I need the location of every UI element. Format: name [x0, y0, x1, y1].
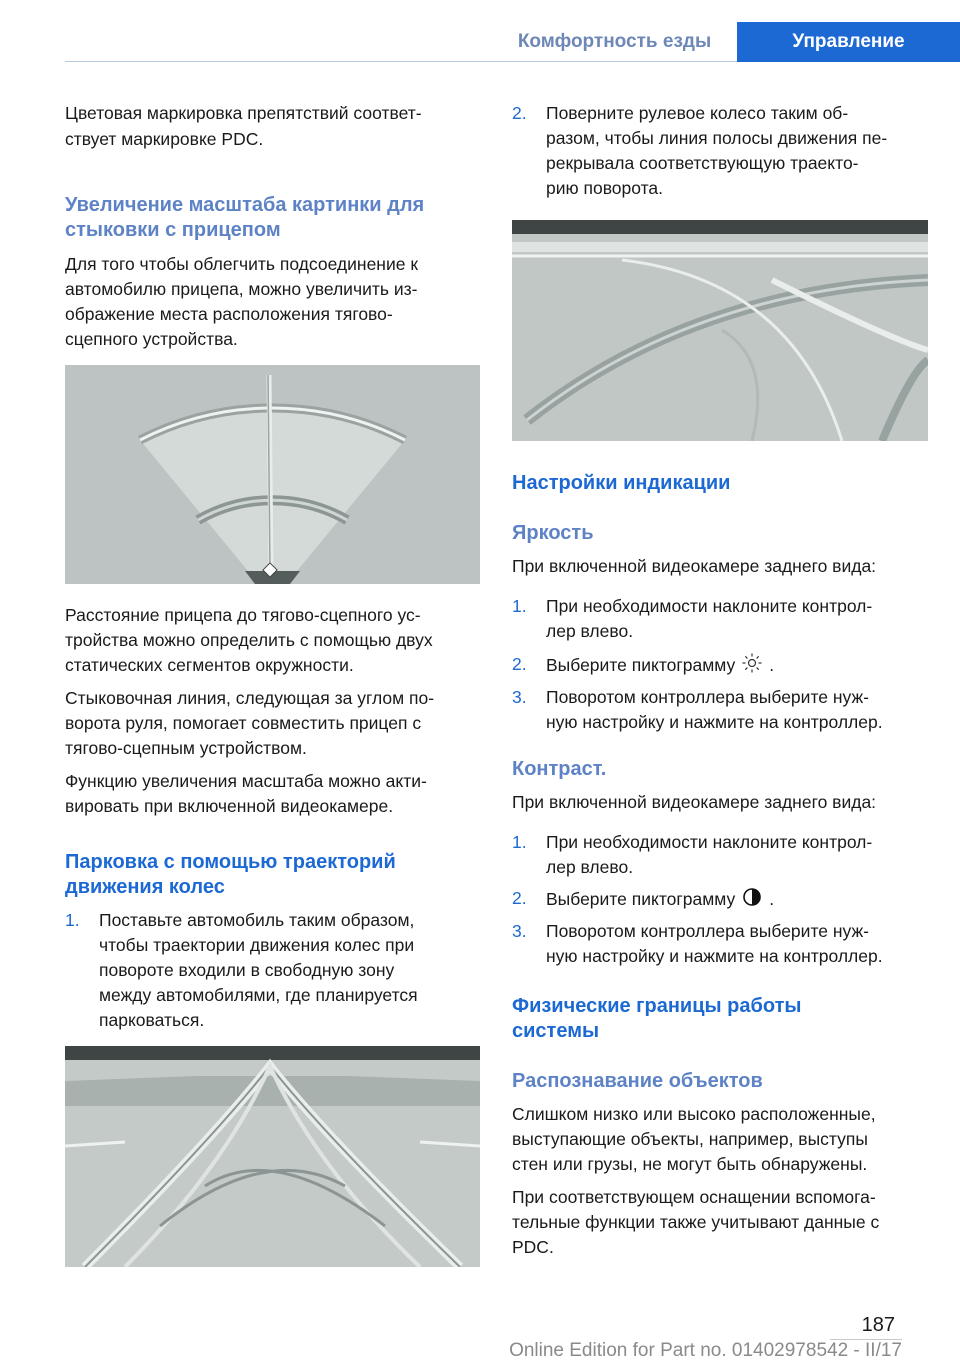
b3-line-1: Поворотом контроллера выберите нуж-: [546, 687, 869, 707]
sun-icon: [741, 652, 763, 681]
dock-body-3: тягово-сцепным устройством.: [65, 738, 307, 758]
step-text: [99, 908, 418, 1033]
step-text: [546, 594, 872, 644]
distance-body-2: тройства можно определить с помощью двух: [65, 630, 433, 650]
b3-line-2: ную настройку и нажмите на контроллер.: [546, 712, 883, 732]
step-number: 3.: [512, 921, 527, 941]
step-number: 2.: [512, 888, 527, 908]
zoom-body-4: сцепного устройства.: [65, 329, 238, 349]
b1-line-1: При необходимости наклоните контрол-: [546, 596, 873, 616]
step-text: [546, 652, 774, 681]
step-text: [546, 685, 883, 735]
zoom-body-2: автомобилю прицепа, можно увеличить из-: [65, 279, 418, 299]
c3-line-2: ную настройку и нажмите на контроллер.: [546, 946, 883, 966]
distance-body-3: статических сегментов окружности.: [65, 655, 354, 675]
objects-body-1: Слишком низко или высоко расположенные,: [512, 1104, 876, 1124]
c3-line-1: Поворотом контроллера выберите нуж-: [546, 921, 869, 941]
step-text: [546, 101, 887, 201]
c2-text-end: .: [769, 889, 775, 910]
c1-line-1: При необходимости наклоните контрол-: [546, 832, 873, 852]
park-heading-line-2: движения колес: [65, 876, 225, 898]
page-number: 187: [861, 1314, 895, 1336]
zoom-heading-line-2: стыковки с прицепом: [65, 219, 281, 241]
step1-line-5: парковаться.: [99, 1010, 205, 1030]
assist-body-3: PDC.: [512, 1237, 554, 1257]
page-header: [0, 22, 960, 62]
step-text: [546, 830, 872, 880]
step2-line-3: рекрывала соответствующую траекто-: [546, 153, 859, 173]
hitch-zoom-image: [65, 365, 480, 584]
assist-body-1: При соответствующем оснащении вспомога-: [512, 1187, 876, 1207]
wheel-trajectory-image: [65, 1046, 480, 1267]
step1-line-2: чтобы траектории движения колес при: [99, 935, 415, 955]
brightness-intro: При включенной видеокамере заднего вида:: [512, 556, 877, 576]
objects-heading: Распознавание объектов: [512, 1070, 763, 1092]
zoom-body-1: Для того чтобы облегчить подсоединение к: [65, 254, 418, 274]
func-body-1: Функцию увеличения масштаба можно акти-: [65, 771, 427, 791]
display-settings-heading: Настройки индикации: [512, 472, 731, 494]
step1-line-3: повороте входили в свободную зону: [99, 960, 395, 980]
step-text: [546, 886, 774, 915]
dock-body-1: Стыковочная линия, следующая за углом по-: [65, 688, 435, 708]
contrast-heading: Контраст.: [512, 758, 607, 780]
limits-heading-line-2: системы: [512, 1020, 600, 1042]
step-text: [546, 919, 883, 969]
zoom-body-3: ображение места расположения тягово-: [65, 304, 393, 324]
step1-line-1: Поставьте автомобиль таким образом,: [99, 910, 415, 930]
limits-heading-line-1: Физические границы работы: [512, 995, 802, 1017]
objects-body-2: выступающие объекты, например, выступы: [512, 1129, 868, 1149]
step-number: 3.: [512, 687, 527, 707]
distance-body-1: Расстояние прицепа до тягово-сцепного ус-: [65, 605, 421, 625]
contrast-icon: [741, 886, 763, 915]
step2-line-2: разом, чтобы линия полосы движения пе-: [546, 128, 888, 148]
header-active-tab[interactable]: Управление: [737, 22, 960, 62]
c2-text: Выберите пиктограмму: [546, 889, 736, 910]
b1-line-2: лер влево.: [546, 621, 634, 641]
park-heading-line-1: Парковка с помощью траекторий: [65, 851, 396, 873]
brightness-heading: Яркость: [512, 522, 594, 544]
zoom-heading-line-1: Увеличение масштаба картинки для: [65, 194, 425, 216]
header-section-tab[interactable]: Комфортность езды: [517, 31, 712, 52]
c1-line-2: лер влево.: [546, 857, 634, 877]
step-number: 1.: [65, 910, 80, 930]
intro-line-1: Цветовая маркировка препятствий соответ-: [65, 103, 422, 123]
step-number: 1.: [512, 832, 527, 852]
edition-note: Online Edition for Part no. 01402978542 - II/17: [509, 1340, 902, 1361]
b2-text-end: .: [769, 655, 775, 676]
assist-body-2: тельные функции также учитывают данные с: [512, 1212, 880, 1232]
intro-line-2: ствует маркировке PDC.: [65, 129, 264, 149]
objects-body-3: стен или грузы, не могут быть обнаружены.: [512, 1154, 868, 1174]
step-number: 1.: [512, 596, 527, 616]
b2-text: Выберите пиктограмму: [546, 655, 736, 676]
step2-line-4: рию поворота.: [546, 178, 664, 198]
func-body-2: вировать при включенной видеокамере.: [65, 796, 394, 816]
dock-body-2: ворота руля, помогает совместить прицеп с: [65, 713, 422, 733]
step-number: 2.: [512, 654, 527, 674]
step1-line-4: между автомобилями, где планируется: [99, 985, 418, 1005]
lane-overlap-image: [512, 220, 928, 441]
step2-line-1: Поверните рулевое колесо таким об-: [546, 103, 849, 123]
contrast-intro: При включенной видеокамере заднего вида:: [512, 792, 877, 812]
page-footer: [0, 1310, 960, 1362]
step-number: 2.: [512, 103, 527, 123]
